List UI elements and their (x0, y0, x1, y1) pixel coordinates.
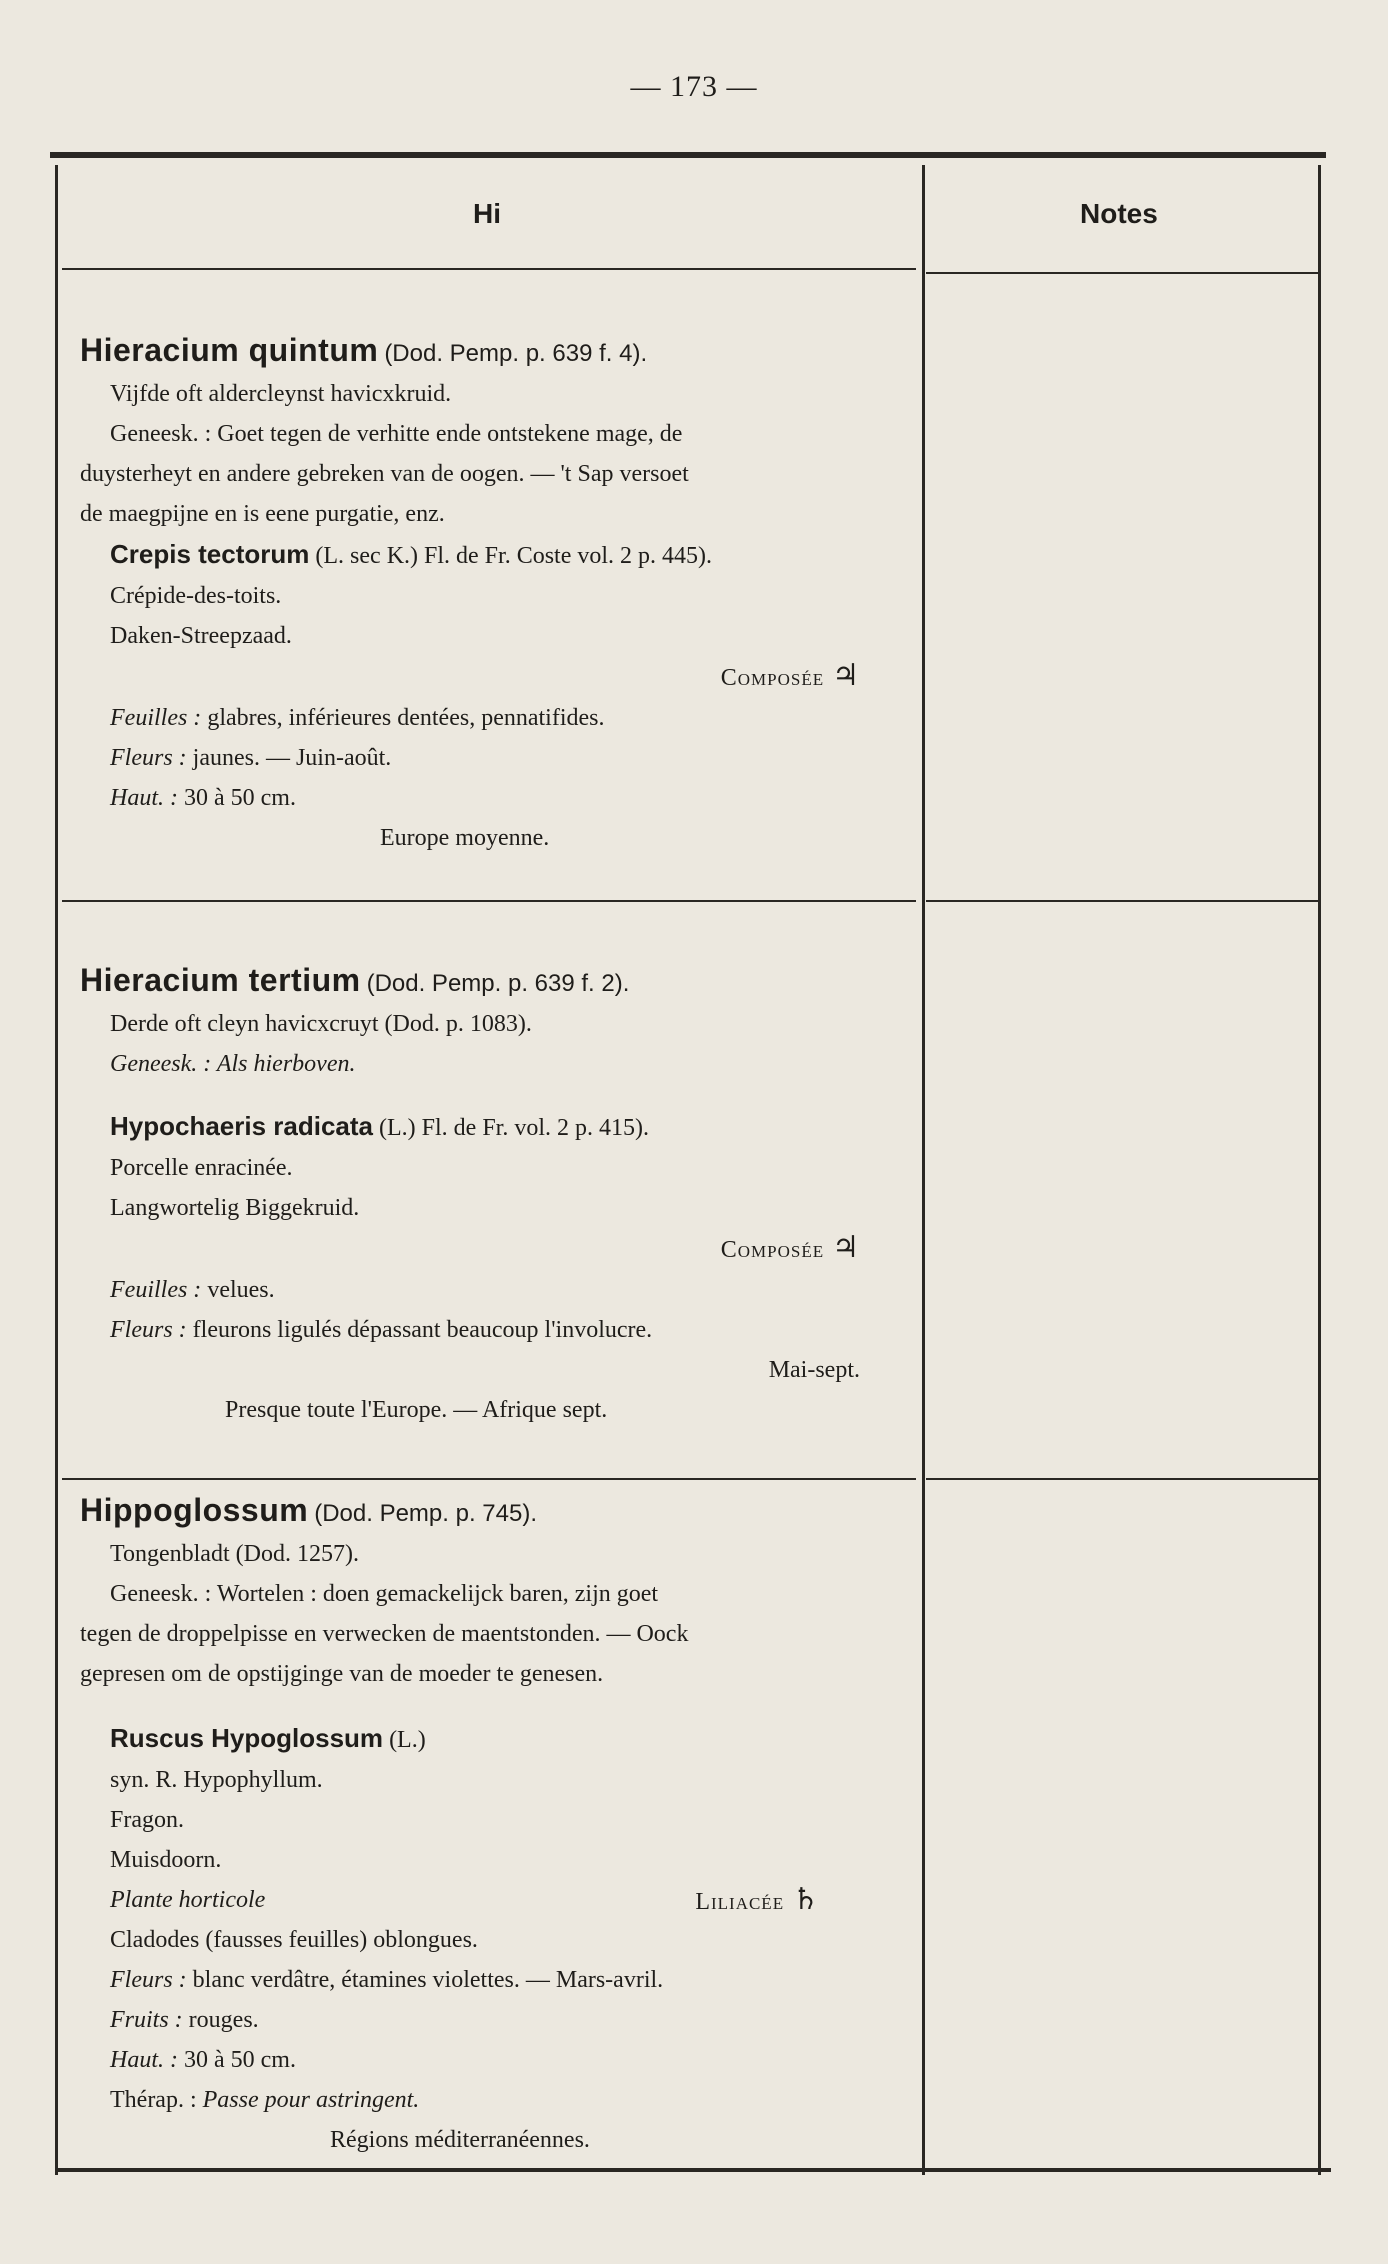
trait-label: Feuilles : (110, 705, 202, 731)
trait-text: 30 à 50 cm. (184, 785, 296, 811)
common-name: Langwortelig Biggekruid. (110, 1195, 360, 1221)
trait-text: jaunes. — Juin-août. (192, 745, 392, 771)
entry-line: Vijfde oft aldercleynst havicxkruid. (110, 381, 452, 407)
trait-label: Fruits : (110, 2007, 183, 2033)
trait-text: 30 à 50 cm. (184, 2047, 296, 2073)
trait-text: fleurons ligulés dépassant beaucoup l'involucre. (192, 1317, 653, 1343)
species-name: Crepis tectorum (110, 539, 310, 569)
family-label: Composée (720, 665, 825, 691)
entry-line: Geneesk. : Als hierboven. (110, 1051, 356, 1077)
species-ref: (L.) Fl. de Fr. vol. 2 p. 415). (379, 1115, 650, 1141)
header-rule-left (62, 268, 916, 270)
header-rule-right (926, 272, 1318, 274)
shrub-symbol-icon: ♄ (792, 1883, 820, 1916)
common-name: Porcelle enracinée. (110, 1155, 293, 1181)
entry-line: Tongenbladt (Dod. 1257). (110, 1541, 359, 1567)
therap-label: Thérap. : (110, 2087, 197, 2113)
entry-hieracium-tertium (80, 960, 900, 1430)
entry-rule-right (926, 900, 1318, 902)
entry-line: de maegpijne en is eene purgatie, enz. (80, 501, 445, 527)
region: Presque toute l'Europe. — Afrique sept. (225, 1397, 608, 1423)
perennial-symbol-icon: ♃ (832, 1231, 860, 1264)
entry-line: Geneesk. : Wortelen : doen gemackelijck baren, zijn goet (110, 1581, 659, 1607)
entry-rule-left (62, 1478, 916, 1480)
trait-text: velues. (207, 1277, 275, 1303)
trait-label: Feuilles : (110, 1277, 202, 1303)
entry-title-ref: (Dod. Pemp. p. 745). (314, 1500, 537, 1527)
species-name: Hypochaeris radicata (110, 1111, 374, 1141)
trait-text: glabres, inférieures dentées, pennatifides. (207, 705, 605, 731)
entry-title-ref: (Dod. Pemp. p. 639 f. 2). (366, 970, 630, 997)
entry-line: tegen de droppelpisse en verwecken de maentstonden. — Oock (80, 1621, 689, 1647)
bottom-rule (55, 2168, 1331, 2172)
trait-label: Haut. : (110, 785, 178, 811)
family-label: Composée (720, 1237, 825, 1263)
entry-rule-right (926, 1478, 1318, 1480)
entry-line: Derde oft cleyn havicxcruyt (Dod. p. 1083). (110, 1011, 532, 1037)
species-ref: (L.) (389, 1727, 426, 1753)
species-ref: (L. sec K.) Fl. de Fr. Coste vol. 2 p. 445). (315, 543, 713, 569)
entry-hieracium-quintum (80, 330, 900, 858)
column-divider (922, 165, 925, 2175)
entry-title: Hieracium quintum (80, 332, 379, 368)
trait-label: Haut. : (110, 2047, 178, 2073)
trait-text: rouges. (188, 2007, 259, 2033)
perennial-symbol-icon: ♃ (832, 659, 860, 692)
trait-label: Fleurs : (110, 1317, 187, 1343)
top-rule (50, 152, 1326, 158)
column-header-left: Hi (473, 198, 501, 229)
common-name: Muisdoorn. (110, 1847, 222, 1873)
entry-hippoglossum (80, 1490, 900, 2160)
cultivation-note: Plante horticole (110, 1887, 266, 1913)
common-name: Fragon. (110, 1807, 184, 1833)
entry-line: duysterheyt en andere gebreken van de oogen. — 't Sap versoet (80, 461, 689, 487)
family-label: Liliacée (695, 1889, 785, 1915)
entry-line: Geneesk. : Goet tegen de verhitte ende ontstekene mage, de (110, 421, 683, 447)
column-header-notes: Notes (1080, 198, 1158, 229)
page-number: — 173 — (630, 70, 758, 103)
trait-text: blanc verdâtre, étamines violettes. — Mars-avril. (192, 1967, 664, 1993)
entry-title: Hieracium tertium (80, 962, 361, 998)
common-name: Crépide-des-toits. (110, 583, 282, 609)
season: Mai-sept. (768, 1357, 860, 1383)
region: Régions méditerranéennes. (330, 2127, 590, 2153)
synonym: syn. R. Hypophyllum. (110, 1767, 323, 1793)
trait-label: Fleurs : (110, 1967, 187, 1993)
region: Europe moyenne. (380, 825, 550, 851)
extra-note: Cladodes (fausses feuilles) oblongues. (110, 1927, 478, 1953)
therap-text: Passe pour astringent. (202, 2087, 420, 2113)
entry-rule-left (62, 900, 916, 902)
trait-label: Fleurs : (110, 745, 187, 771)
entry-title-ref: (Dod. Pemp. p. 639 f. 4). (384, 340, 648, 367)
entry-line: gepresen om de opstijginge van de moeder te genesen. (80, 1661, 604, 1687)
entry-title: Hippoglossum (80, 1492, 309, 1528)
species-name: Ruscus Hypoglossum (110, 1723, 384, 1753)
common-name: Daken-Streepzaad. (110, 623, 292, 649)
